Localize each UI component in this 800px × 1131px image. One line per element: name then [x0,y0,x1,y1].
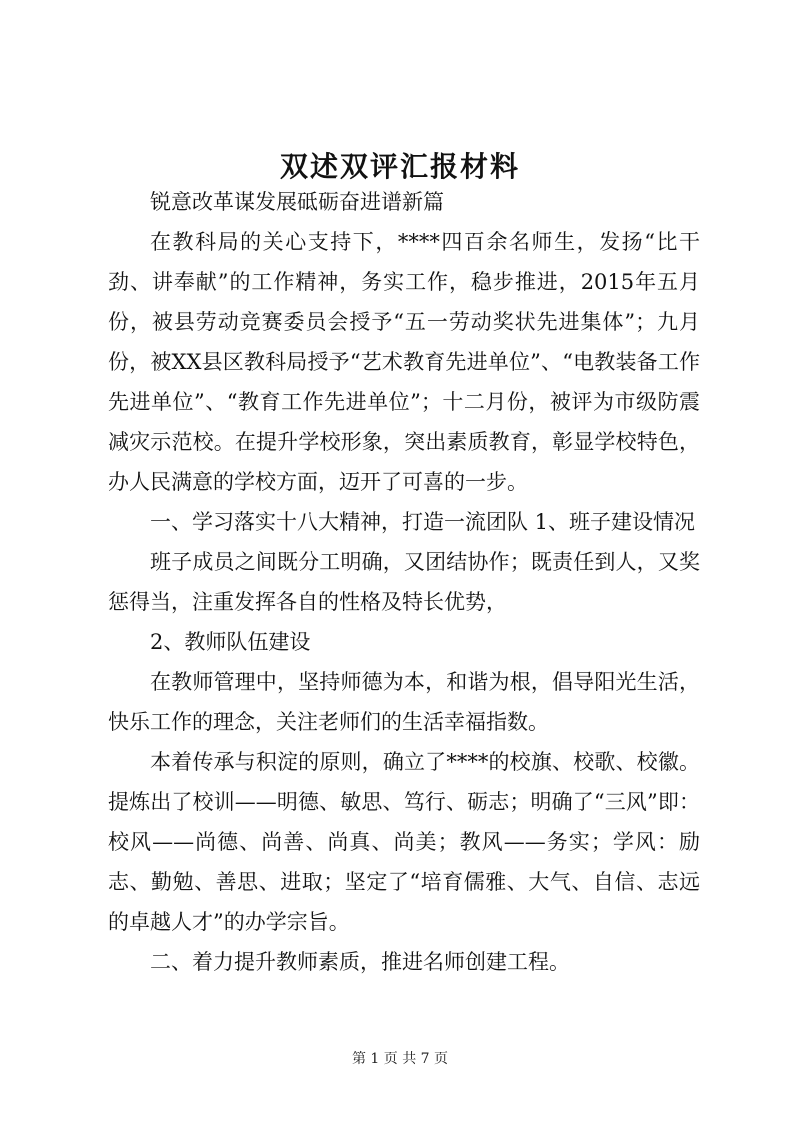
paragraph-achievements: 在教科局的关心支持下，****四百余名师生，发扬“比干劲、讲奉献”的工作精神，务实工作，稳步推进，2015年五月份，被县劳动竞赛委员会授予“五一劳动奖状先进集体”；九月份，被XX县区教科局授予“艺术教育先进单位”、“电教装备工作先进单位”、“教育工作先进单位”；十二月份，被评为市级防震减灾示范校。在提升学校形象，突出素质教育，彰显学校特色，办人民满意的学校方面，迈开了可喜的一步。 [108,230,700,494]
paragraph-teacher-management: 在教师管理中，坚持师德为本，和谐为根，倡导阳光生活，快乐工作的理念，关注老师们的生活幸福指数。 [108,670,700,734]
paragraph-section-one-heading: 一、学习落实十八大精神，打造一流团队 1、班子建设情况 [150,510,696,534]
paragraph-subtitle: 锐意改革谋发展砥砺奋进谱新篇 [150,190,444,214]
page-number-footer: 第 1 页 共 7 页 [351,1051,449,1067]
paragraph-leadership: 班子成员之间既分工明确，又团结协作；既责任到人，又奖惩得当，注重发挥各自的性格及特长优势， [108,550,700,614]
paragraph-school-culture: 本着传承与积淀的原则，确立了****的校旗、校歌、校徽。提炼出了校训——明德、敏思、笃行、砺志；明确了“三风”即：校风——尚德、尚善、尚真、尚美；教风——务实；学风：励志、勤勉、善思、进取；坚定了“培育儒雅、大气、自信、志远的卓越人才”的办学宗旨。 [108,750,700,934]
paragraph-teacher-team-heading: 2、教师队伍建设 [150,630,311,654]
document-title: 双述双评汇报材料 [279,150,520,183]
document-body [108,182,700,982]
paragraph-section-two-heading: 二、着力提升教师素质，推进名师创建工程。 [150,950,570,974]
